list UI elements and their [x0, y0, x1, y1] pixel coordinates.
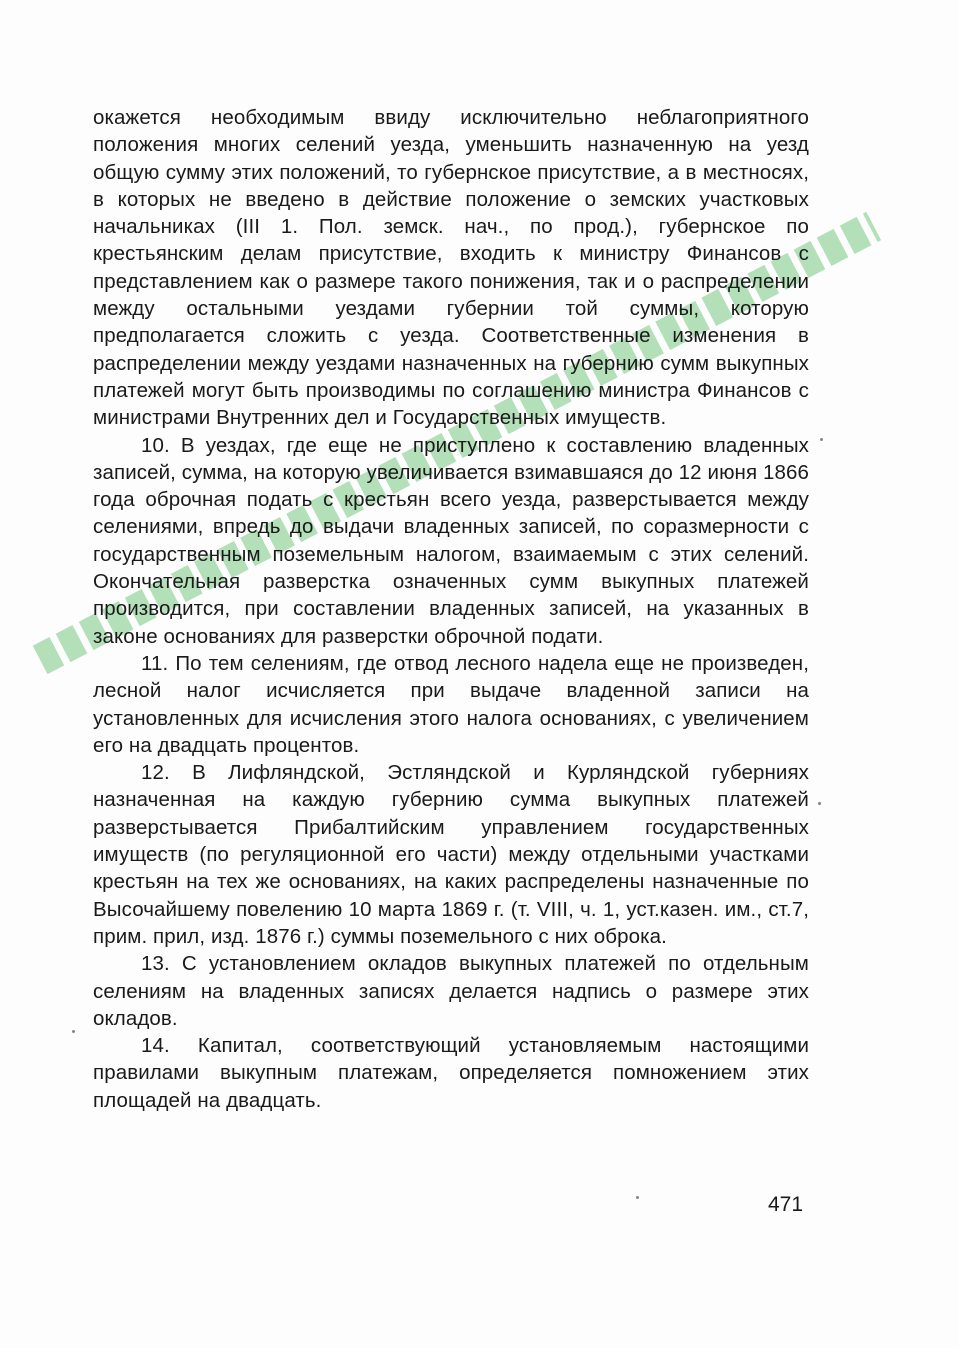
paragraph-12: 12. В Лифляндской, Эстляндской и Курляндской губерниях назначенная на каждую губернию сумма выкупных платежей разверстывается Прибалтийским управлением государственных имуществ (по регуляционной его части) между отдельными участками крестьян на тех же основаниях, на каких распределены назначенные по Высочайшему повелению 10 марта 1869 г. (т. VIII, ч. 1, уст.казен. им., ст.7, прим. прил, изд. 1876 г.) суммы поземельного с них оброка. — [93, 761, 809, 948]
scan-speck — [818, 802, 821, 805]
paragraph-14: 14. Капитал, соответствующий установляемым настоящими правилами выкупным платежам, определяется помножением этих площадей на двадцать. — [93, 1034, 809, 1112]
paragraph-10: 10. В уездах, где еще не приступлено к составлению владенных записей, сумма, на которую увеличивается взимавшаяся до 12 июня 1866 года оброчная подать с крестьян всего уезда, разверстывается между селениями, впредь до выдачи владенных записей, по соразмерности с государственным поземельным налогом, взаимаемым с этих селений. Окончательная разверстка означенных сумм выкупных платежей производится, при составлении владенных записей, на указанных в законе основаниях для разверстки оброчной подати. — [93, 433, 809, 648]
paragraph-13: 13. С установлением окладов выкупных платежей по отдельным селениям на владенных записях делается надпись о размере этих окладов. — [93, 952, 809, 1030]
paragraph-11: 11. По тем селениям, где отвод лесного надела еще не произведен, лесной налог исчисляется при выдаче владенной записи на установленных для исчисления этого налога основаниях, с увеличением его на двадцать процентов. — [93, 651, 809, 757]
paragraph-continuation: окажется необходимым ввиду исключительно неблагоприятного положения многих селений уезда, уменьшить назначенную на уезд общую сумму этих положений, то губернское присутствие, а в местносях, в которых не введено в действие положение о земских участковых начальниках (III 1. Пол. земск. нач., по прод.), губернское по крестьянским делам присутствие, входить к министру Финансов с представлением как о размере такого понижения, так и о распределении между остальными уездами губернии той суммы, которую предполагается сложить с уезда. Соответственные изменения в распределении между уездами назначенных на губернию сумм выкупных платежей могут быть производимы по соглашению министра Финансов с министрами Внутренних дел и Государственных имуществ. — [93, 106, 809, 430]
main-text — [93, 104, 809, 1114]
page-number: 471 — [768, 1193, 804, 1216]
scan-speck — [72, 1030, 75, 1033]
scan-speck — [820, 438, 823, 441]
scan-speck — [636, 1196, 639, 1199]
